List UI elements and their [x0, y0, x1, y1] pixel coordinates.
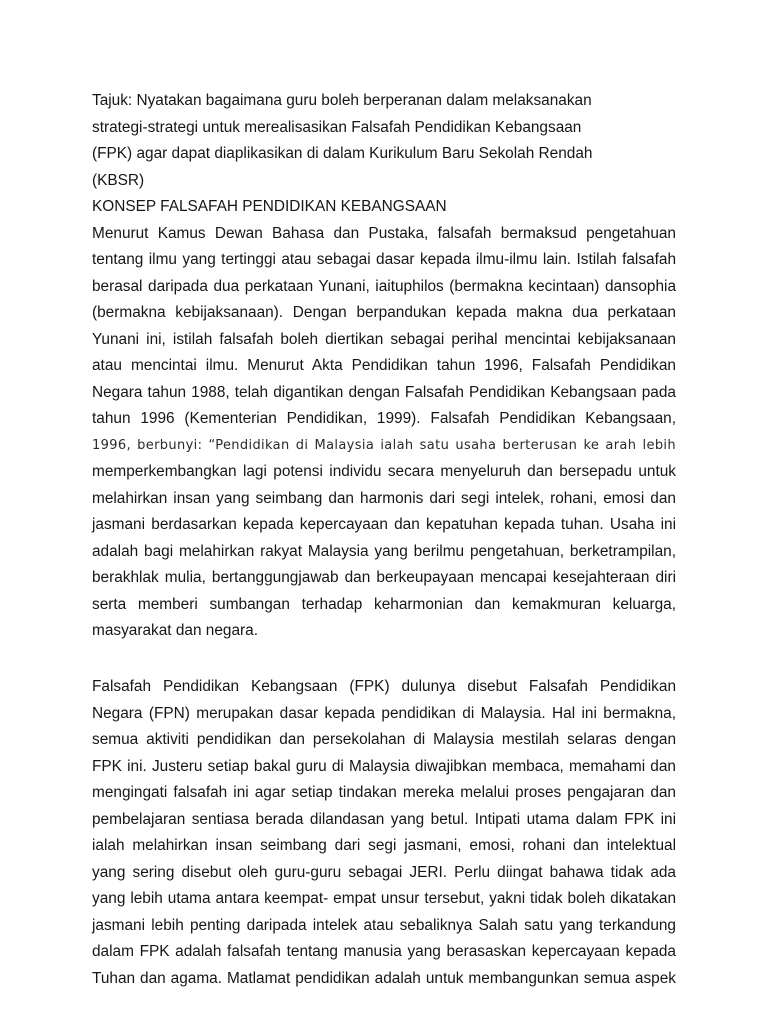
paragraph1-line: tahun 1996 (Kementerian Pendidikan, 1999). Falsafah Pendidikan Kebangsaan, [92, 410, 676, 427]
paragraph1-line: Yunani ini, istilah falsafah boleh diertikan sebagai perihal mencintai kebijaksanaan [92, 331, 676, 348]
paragraph2-line: dalam FPK adalah falsafah tentang manusia yang berasaskan kepercayaan kepada [92, 943, 676, 960]
paragraph2-line: Negara (FPN) merupakan dasar kepada pendidikan di Malaysia. Hal ini bermakna, [92, 705, 676, 722]
paragraph2-line: ialah melahirkan insan seimbang dari segi jasmani, emosi, rohani dan intelektual [92, 837, 676, 854]
heading-line: (KBSR) [92, 172, 145, 189]
paragraph1-line: masyarakat dan negara. [92, 622, 258, 639]
heading-line: (FPK) agar dapat diaplikasikan di dalam Kurikulum Baru Sekolah Rendah [92, 145, 593, 162]
paragraph2-line: semua aktiviti pendidikan dan persekolahan di Malaysia mestilah selaras dengan [92, 731, 676, 748]
paragraph1-line: melahirkan insan yang seimbang dan harmonis dari segi intelek, rohani, emosi dan [92, 490, 676, 507]
paragraph1-line: Negara tahun 1988, telah digantikan dengan Falsafah Pendidikan Kebangsaan pada [92, 384, 676, 401]
section-title: KONSEP FALSAFAH PENDIDIKAN KEBANGSAAN [92, 198, 447, 215]
paragraph1-line: Menurut Kamus Dewan Bahasa dan Pustaka, falsafah bermaksud pengetahuan [92, 225, 676, 242]
paragraph1-line: adalah bagi melahirkan rakyat Malaysia yang berilmu pengetahuan, berketrampilan, [92, 543, 676, 560]
paragraph1-line: (bermakna kebijaksanaan). Dengan berpandukan kepada makna dua perkataan [92, 304, 676, 321]
paragraph1-line: serta memberi sumbangan terhadap keharmonian dan kemakmuran keluarga, [92, 596, 676, 613]
paragraph1-line: berakhlak mulia, bertanggungjawab dan berkeupayaan mencapai kesejahteraan diri [92, 569, 676, 586]
paragraph2-line: pembelajaran sentiasa berada dilandasan yang betul. Intipati utama dalam FPK ini [92, 811, 676, 828]
paragraph1-line: memperkembangkan lagi potensi individu secara menyeluruh dan bersepadu untuk [92, 463, 676, 480]
paragraph2-line: yang sering disebut oleh guru-guru sebagai JERI. Perlu diingat bahawa tidak ada [92, 864, 676, 881]
heading-line: Tajuk: Nyatakan bagaimana guru boleh berperanan dalam melaksanakan [92, 92, 592, 109]
paragraph2-line: mengingati falsafah ini agar setiap tindakan mereka melalui proses pengajaran dan [92, 784, 676, 801]
paragraph1-line: 1996, berbunyi: “Pendidikan di Malaysia ialah satu usaha berterusan ke arah lebih [92, 438, 676, 453]
paragraph2-line: Tuhan dan agama. Matlamat pendidikan adalah untuk membangunkan semua aspek [92, 970, 676, 987]
paragraph1-line: jasmani berdasarkan kepada kepercayaan dan kepatuhan kepada tuhan. Usaha ini [92, 516, 676, 533]
paragraph2-line: Falsafah Pendidikan Kebangsaan (FPK) dulunya disebut Falsafah Pendidikan [92, 678, 676, 695]
paragraph2-line: FPK ini. Justeru setiap bakal guru di Malaysia diwajibkan membaca, memahami dan [92, 758, 676, 775]
paragraph2-line: jasmani lebih penting daripada intelek atau sebaliknya Salah satu yang terkandung [92, 917, 676, 934]
paragraph1-line: berasal daripada dua perkataan Yunani, iaituphilos (bermakna kecintaan) dansophia [92, 278, 676, 295]
paragraph2-line: yang lebih utama antara keempat- empat unsur tersebut, yakni tidak boleh dikatakan [92, 890, 676, 907]
heading-line: strategi-strategi untuk merealisasikan Falsafah Pendidikan Kebangsaan [92, 119, 582, 136]
paragraph1-line: atau mencintai ilmu. Menurut Akta Pendidikan tahun 1996, Falsafah Pendidikan [92, 357, 676, 374]
paragraph1-line: tentang ilmu yang tertinggi atau sebagai dasar kepada ilmu-ilmu lain. Istilah falsafah [92, 251, 676, 268]
